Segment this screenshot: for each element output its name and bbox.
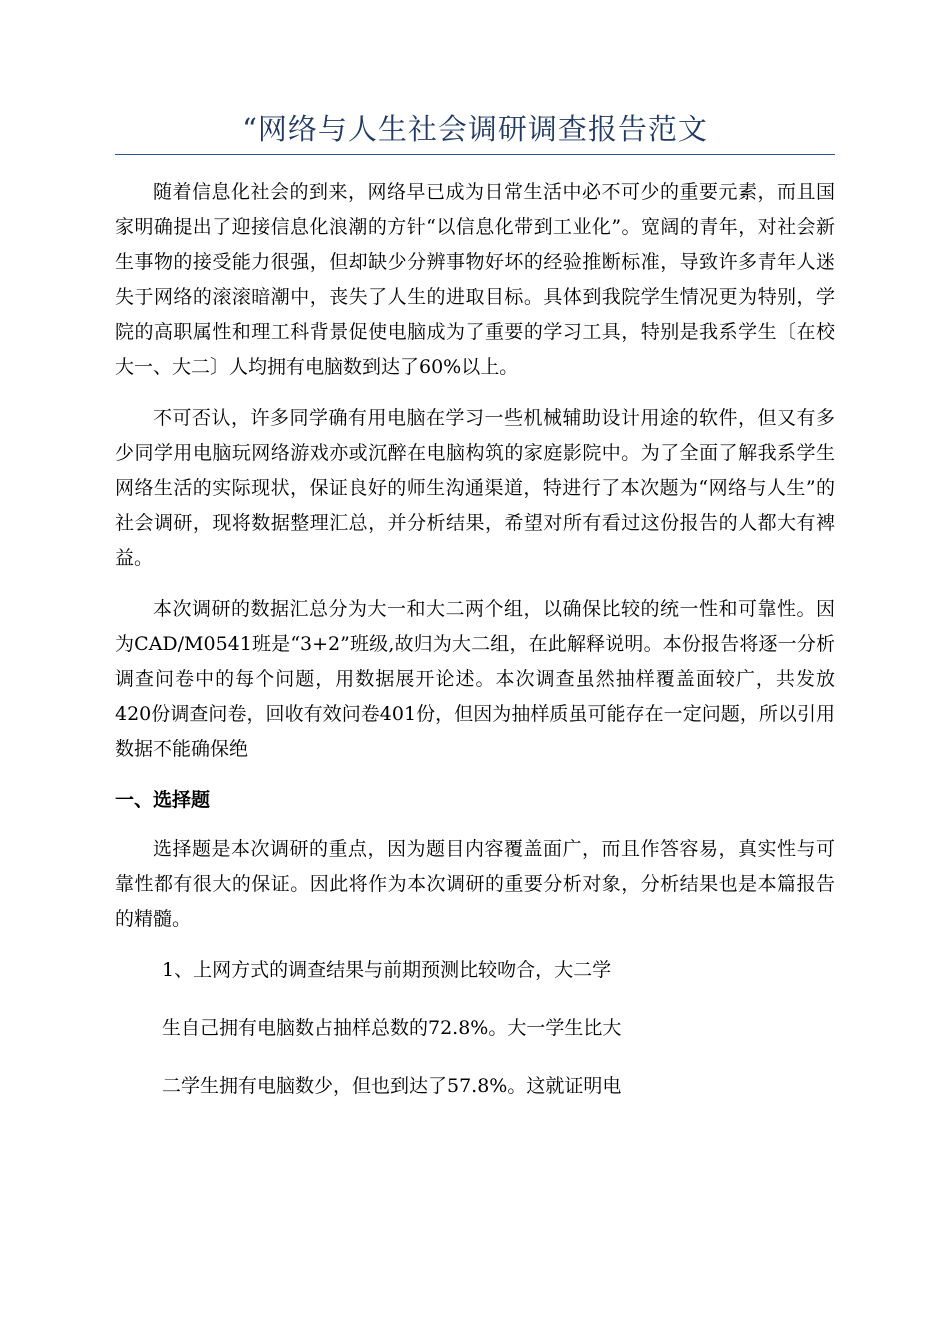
- paragraph-purpose: 不可否认，许多同学确有用电脑在学习一些机械辅助设计用途的软件，但又有多少同学用电脑玩网络游戏亦或沉醉在电脑构筑的家庭影院中。为了全面了解我系学生网络生活的实际现状，保证良好的师生沟通渠道，特进行了本次题为“网络与人生”的社会调研，现将数据整理汇总，并分析结果，希望对所有看过这份报告的人都大有裨益。: [115, 407, 835, 569]
- paragraph-intro: 随着信息化社会的到来，网络早已成为日常生活中必不可少的重要元素，而且国家明确提出了迎接信息化浪潮的方针“以信息化带到工业化”。宽阔的青年，对社会新生事物的接受能力很强，但却缺少分辨事物好坏的经验推断标准，导致许多青年人迷失于网络的滚滚暗潮中，丧失了人生的进取目标。具体到我院学生情况更为特别，学院的高职属性和理工科背景促使电脑成为了重要的学习工具，特别是我系学生〔在校大一、大二〕人均拥有电脑数到达了60%以上。: [115, 181, 835, 378]
- document-page: [115, 108, 835, 1127]
- item-line: 二学生拥有电脑数少，但也到达了57.8%。这就证明电: [162, 1075, 622, 1097]
- paragraph-method: 本次调研的数据汇总分为大一和大二两个组，以确保比较的统一性和可靠性。因为CAD/M0541班是“3+2”班级,故归为大二组，在此解释说明。本份报告将逐一分析调查问卷中的每个问题，用数据展开论述。本次调查虽然抽样覆盖面较广，共发放420份调查问卷，回收有效问卷401份，但因为抽样质虽可能存在一定问题，所以引用数据不能确保绝: [115, 598, 835, 760]
- section-heading-choice-questions: 一、选择题: [115, 789, 211, 811]
- item-line: 1、上网方式的调查结果与前期预测比较吻合，大二学: [162, 959, 612, 981]
- paragraph-section-intro: 选择题是本次调研的重点，因为题目内容覆盖面广，而且作答容易，真实性与可靠性都有很大的保证。因此将作为本次调研的重要分析对象，分析结果也是本篇报告的精髓。: [115, 838, 835, 930]
- document-title: “网络与人生社会调研调查报告范文: [115, 108, 835, 155]
- item-line: 生自己拥有电脑数占抽样总数的72.8%。大一学生比大: [162, 1017, 622, 1039]
